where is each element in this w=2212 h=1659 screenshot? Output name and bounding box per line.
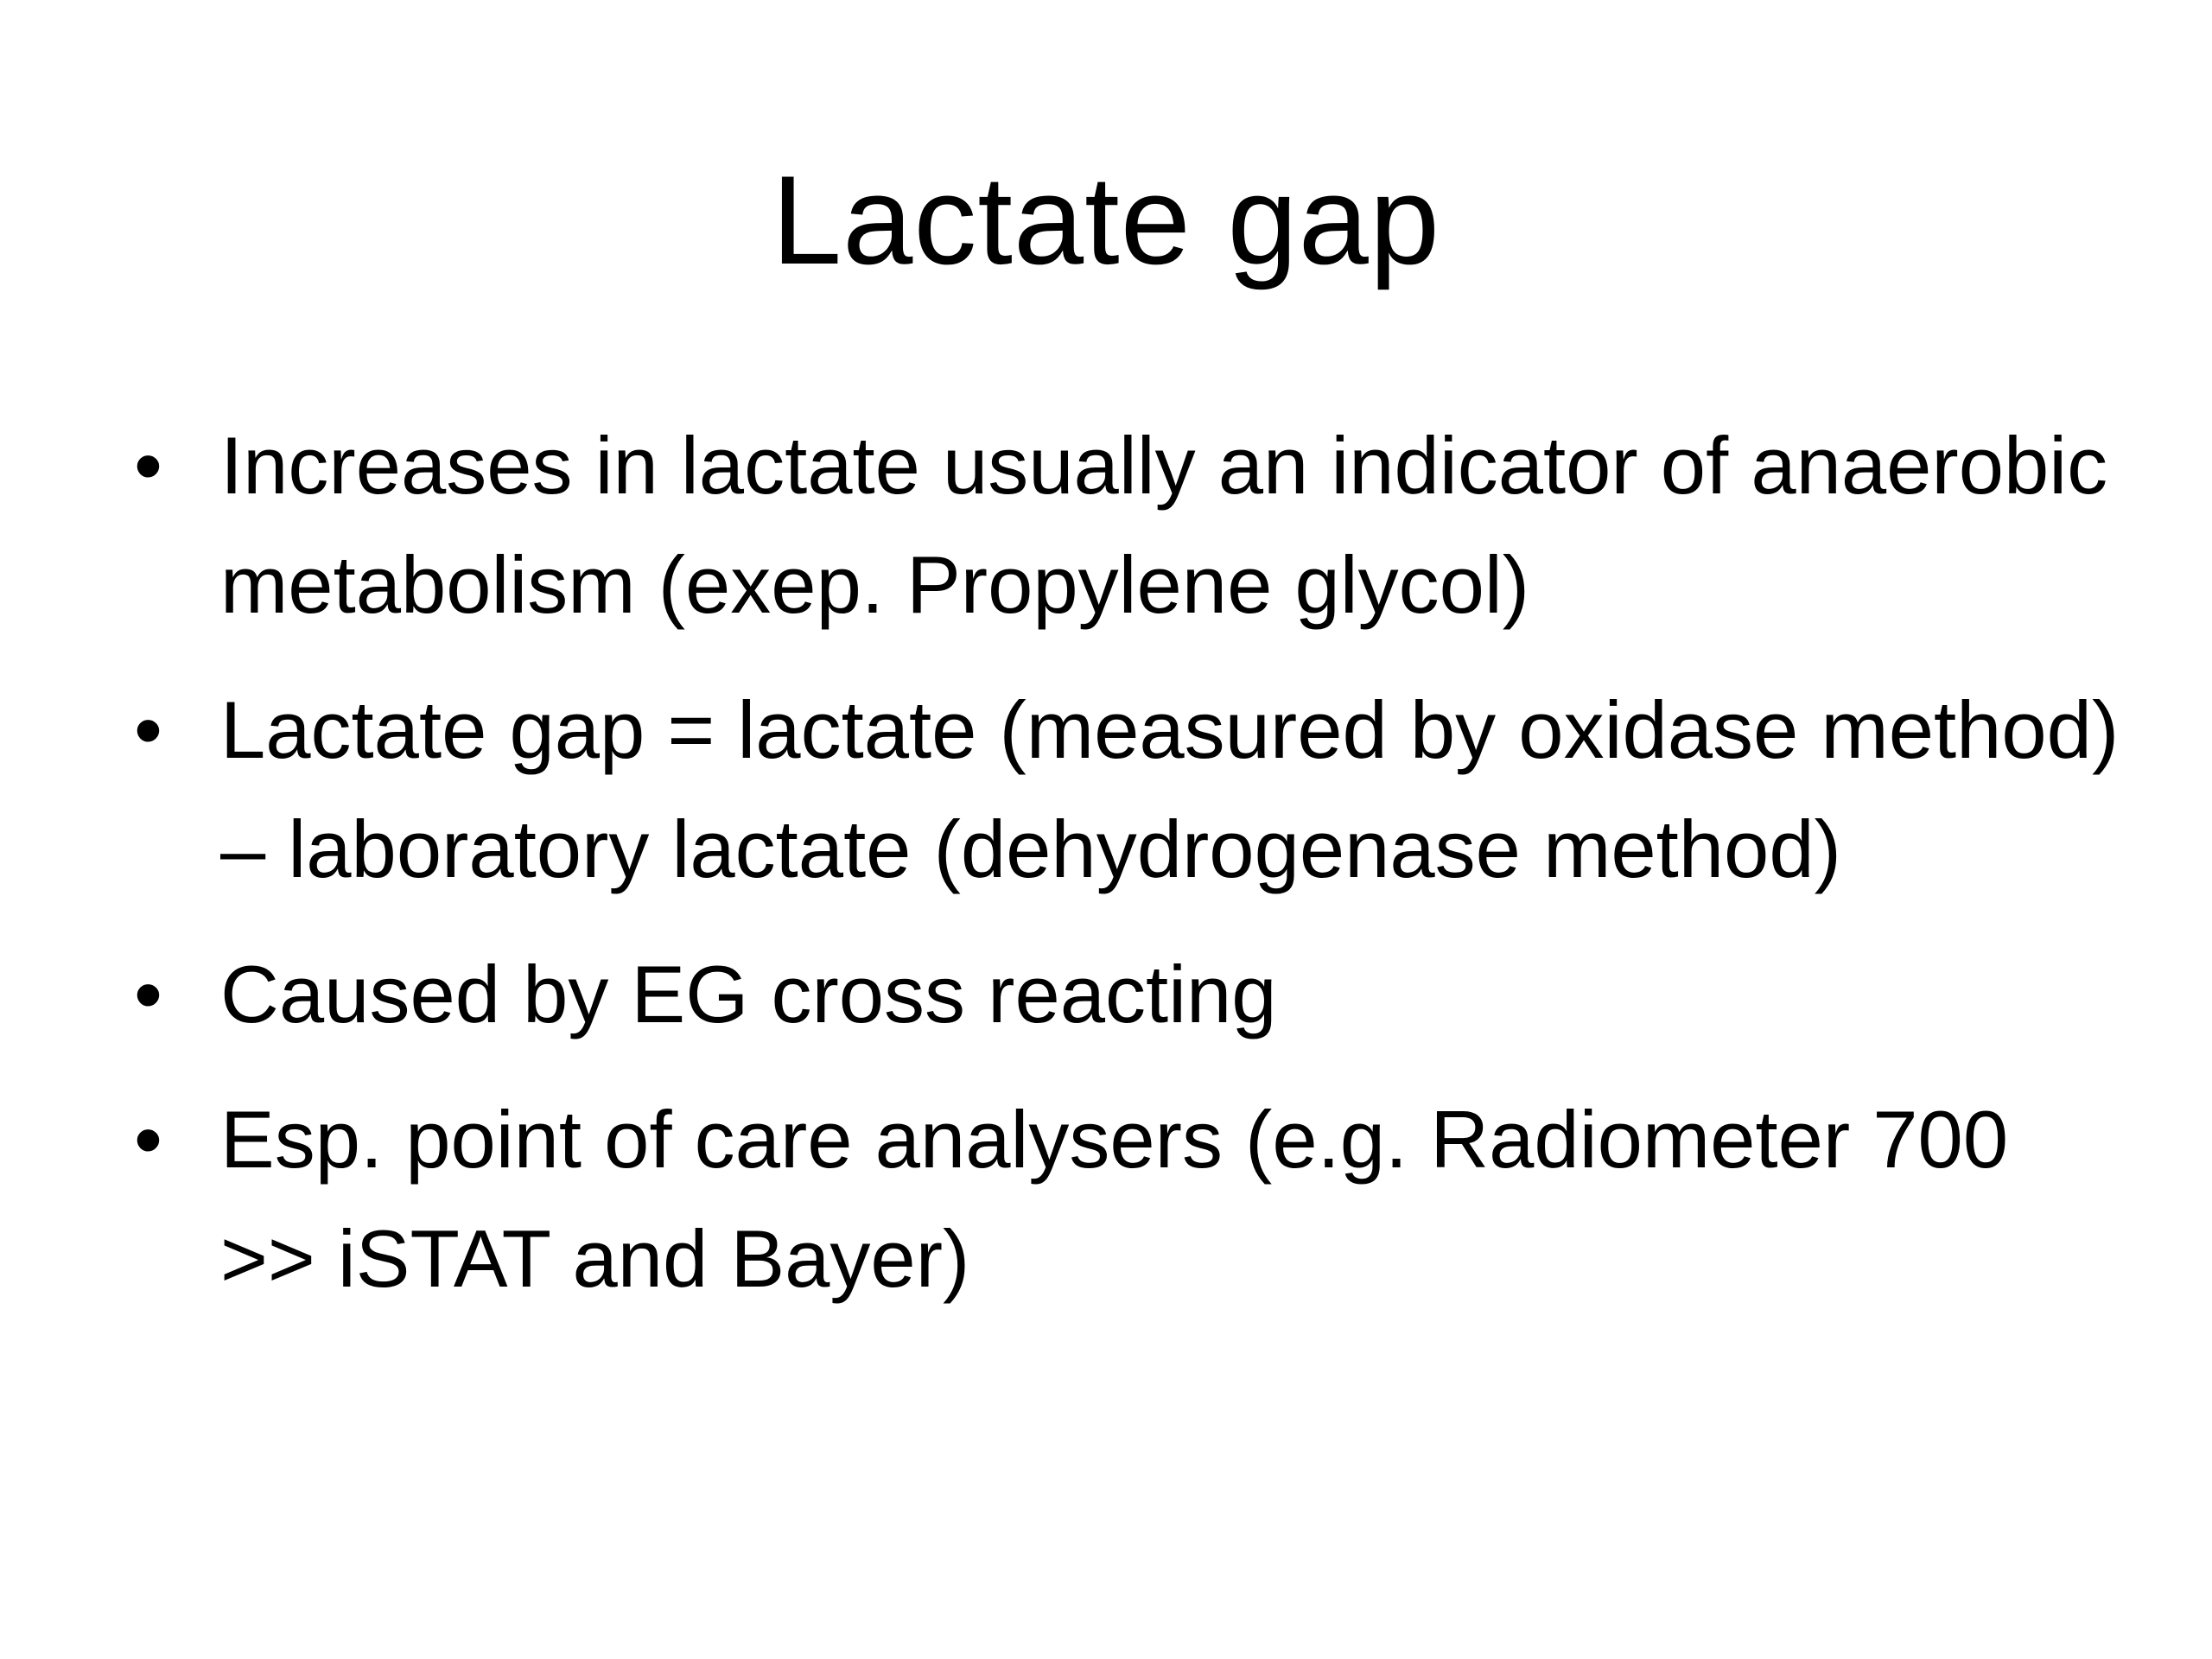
bullet-item xyxy=(134,1080,2121,1319)
bullet-text: Caused by EG cross reacting xyxy=(220,949,1277,1039)
bullet-text: Lactate gap = lactate (measured by oxidase method) – laboratory lactate (dehydrogenase method) xyxy=(220,684,2120,894)
bullet-dot-icon: • xyxy=(134,949,162,1039)
bullet-dot-icon: • xyxy=(134,420,162,511)
bullet-item xyxy=(134,671,2121,909)
bullet-item xyxy=(134,935,2121,1054)
bullet-dot-icon: • xyxy=(134,1094,162,1185)
bullet-text: Increases in lactate usually an indicator of anaerobic metabolism (exep. Propylene glycol) xyxy=(220,420,2108,630)
bullet-list xyxy=(134,406,2121,1344)
bullet-text: Esp. point of care analysers (e.g. Radiometer 700 >> iSTAT and Bayer) xyxy=(220,1094,2009,1304)
slide-title: Lactate gap xyxy=(771,149,1441,290)
bullet-item xyxy=(134,406,2121,645)
bullet-dot-icon: • xyxy=(134,684,162,775)
